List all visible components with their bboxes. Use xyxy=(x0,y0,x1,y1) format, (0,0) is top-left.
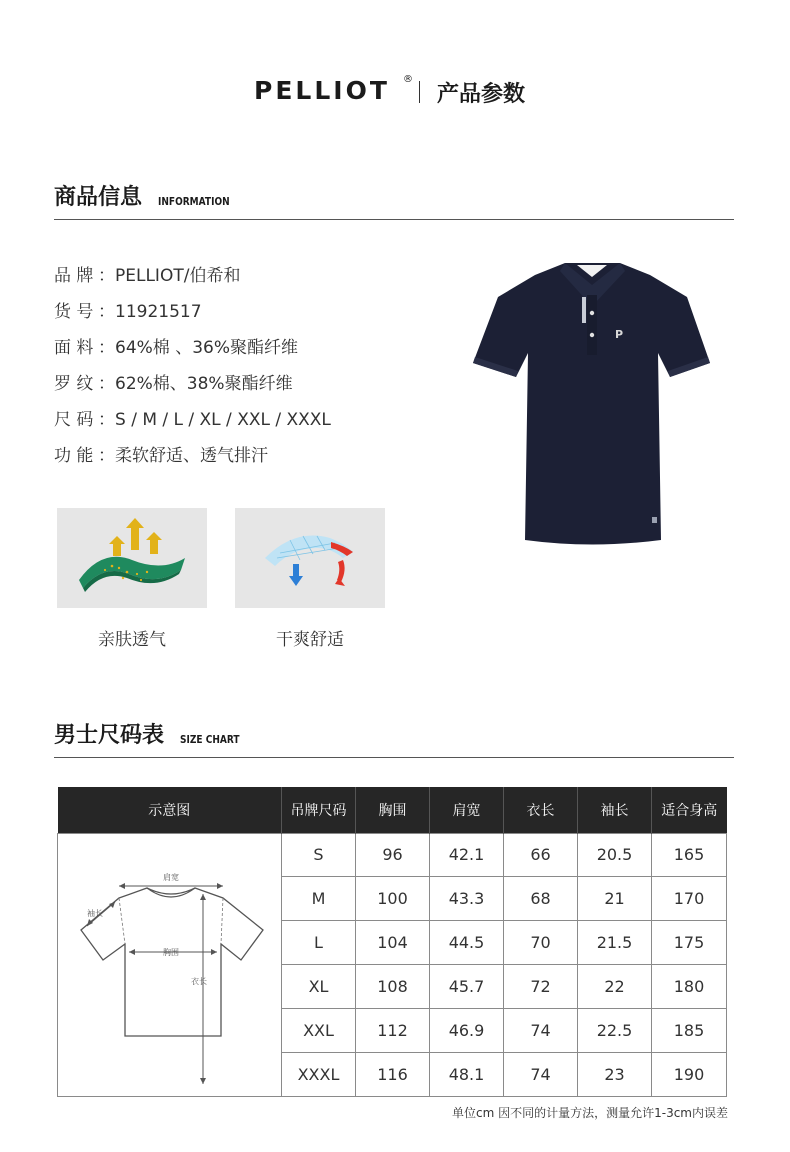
sleeve-cell: 23 xyxy=(578,1052,652,1096)
product-image xyxy=(465,255,720,550)
spec-value: PELLIOT/伯希和 xyxy=(115,266,241,286)
size-section-title: 男士尺码表 xyxy=(54,723,165,748)
info-section-title: 商品信息 xyxy=(54,185,143,210)
size-section-header xyxy=(54,718,734,758)
spec-colon: ： xyxy=(98,302,115,322)
spec-label: 尺 码 xyxy=(54,410,94,430)
column-header: 吊牌尺码 xyxy=(282,787,356,833)
feature-label: 亲肤透气 xyxy=(98,630,166,650)
size-cell: XXL xyxy=(282,1008,356,1052)
column-header: 肩宽 xyxy=(430,787,504,833)
spec-list xyxy=(54,262,454,478)
spec-row-rib xyxy=(54,370,454,406)
length-cell: 74 xyxy=(504,1008,578,1052)
svg-text:P: P xyxy=(615,328,624,341)
spec-colon: ： xyxy=(98,266,115,286)
chest-cell: 104 xyxy=(356,921,430,965)
spec-label: 货 号 xyxy=(54,302,94,322)
chest-cell: 116 xyxy=(356,1052,430,1096)
table-header-row xyxy=(58,787,727,833)
sleeve-cell: 20.5 xyxy=(578,833,652,877)
tshirt-measurement-diagram xyxy=(59,834,281,1092)
column-header: 适合身高 xyxy=(652,787,727,833)
spec-row-sizes xyxy=(54,406,454,442)
sleeve-cell: 22.5 xyxy=(578,1008,652,1052)
shoulder-cell: 42.1 xyxy=(430,833,504,877)
breathable-fabric-icon xyxy=(57,508,207,608)
page-title: 产品参数 xyxy=(437,82,526,107)
shoulder-cell: 44.5 xyxy=(430,921,504,965)
shoulder-cell: 46.9 xyxy=(430,1008,504,1052)
polo-shirt-icon xyxy=(465,255,720,550)
info-section-subtitle: INFORMATION xyxy=(158,195,230,208)
diagram-label-chest: 胸围 xyxy=(162,947,179,957)
spec-value: 64%棉 、36%聚酯纤维 xyxy=(115,338,298,358)
shoulder-cell: 43.3 xyxy=(430,877,504,921)
header-divider xyxy=(419,81,420,103)
height-cell: 185 xyxy=(652,1008,727,1052)
quick-dry-fabric-icon xyxy=(235,508,385,608)
height-cell: 180 xyxy=(652,964,727,1008)
column-header: 袖长 xyxy=(578,787,652,833)
spec-value: 柔软舒适、透气排汗 xyxy=(115,446,268,466)
diagram-label-sleeve: 袖长 xyxy=(86,908,103,918)
diagram-label-shoulder: 肩宽 xyxy=(162,872,179,882)
size-cell: M xyxy=(282,877,356,921)
shoulder-cell: 48.1 xyxy=(430,1052,504,1096)
length-cell: 70 xyxy=(504,921,578,965)
sleeve-cell: 21 xyxy=(578,877,652,921)
size-cell: XXXL xyxy=(282,1052,356,1096)
spec-value: 62%棉、38%聚酯纤维 xyxy=(115,374,293,394)
table-row xyxy=(58,833,727,877)
height-cell: 190 xyxy=(652,1052,727,1096)
chest-cell: 100 xyxy=(356,877,430,921)
length-cell: 74 xyxy=(504,1052,578,1096)
feature-label: 干爽舒适 xyxy=(276,630,344,650)
feature-quick-dry xyxy=(235,508,385,650)
feature-breathable xyxy=(57,508,207,650)
height-cell: 170 xyxy=(652,877,727,921)
spec-label: 功 能 xyxy=(54,446,94,466)
size-cell: S xyxy=(282,833,356,877)
spec-colon: ： xyxy=(98,374,115,394)
spec-row-sku xyxy=(54,298,454,334)
size-cell: L xyxy=(282,921,356,965)
size-chart-table xyxy=(57,787,727,1097)
page-header xyxy=(0,72,790,112)
size-section-subtitle: SIZE CHART xyxy=(180,733,240,746)
sleeve-cell: 21.5 xyxy=(578,921,652,965)
spec-colon: ： xyxy=(98,338,115,358)
chest-cell: 108 xyxy=(356,964,430,1008)
info-section-header xyxy=(54,180,734,220)
shoulder-cell: 45.7 xyxy=(430,964,504,1008)
size-cell: XL xyxy=(282,964,356,1008)
brand-logo: PELLIOT xyxy=(254,76,390,105)
spec-colon: ： xyxy=(98,446,115,466)
spec-label: 面 料 xyxy=(54,338,94,358)
column-header: 衣长 xyxy=(504,787,578,833)
registered-mark: ® xyxy=(403,74,413,85)
column-header: 胸围 xyxy=(356,787,430,833)
length-cell: 68 xyxy=(504,877,578,921)
spec-row-function xyxy=(54,442,454,478)
spec-label: 品 牌 xyxy=(54,266,94,286)
sleeve-cell: 22 xyxy=(578,964,652,1008)
spec-value: S / M / L / XL / XXL / XXXL xyxy=(115,410,331,430)
height-cell: 165 xyxy=(652,833,727,877)
length-cell: 66 xyxy=(504,833,578,877)
spec-label: 罗 纹 xyxy=(54,374,94,394)
spec-row-brand xyxy=(54,262,454,298)
spec-colon: ： xyxy=(98,410,115,430)
chest-cell: 96 xyxy=(356,833,430,877)
spec-row-fabric xyxy=(54,334,454,370)
chest-cell: 112 xyxy=(356,1008,430,1052)
spec-value: 11921517 xyxy=(115,302,202,322)
column-header: 示意图 xyxy=(58,787,282,833)
measurement-note: 单位cm 因不同的计量方法，测量允许1-3cm内误差 xyxy=(452,1106,728,1120)
height-cell: 175 xyxy=(652,921,727,965)
length-cell: 72 xyxy=(504,964,578,1008)
size-diagram-cell xyxy=(58,833,282,1096)
diagram-label-length: 衣长 xyxy=(190,976,207,986)
